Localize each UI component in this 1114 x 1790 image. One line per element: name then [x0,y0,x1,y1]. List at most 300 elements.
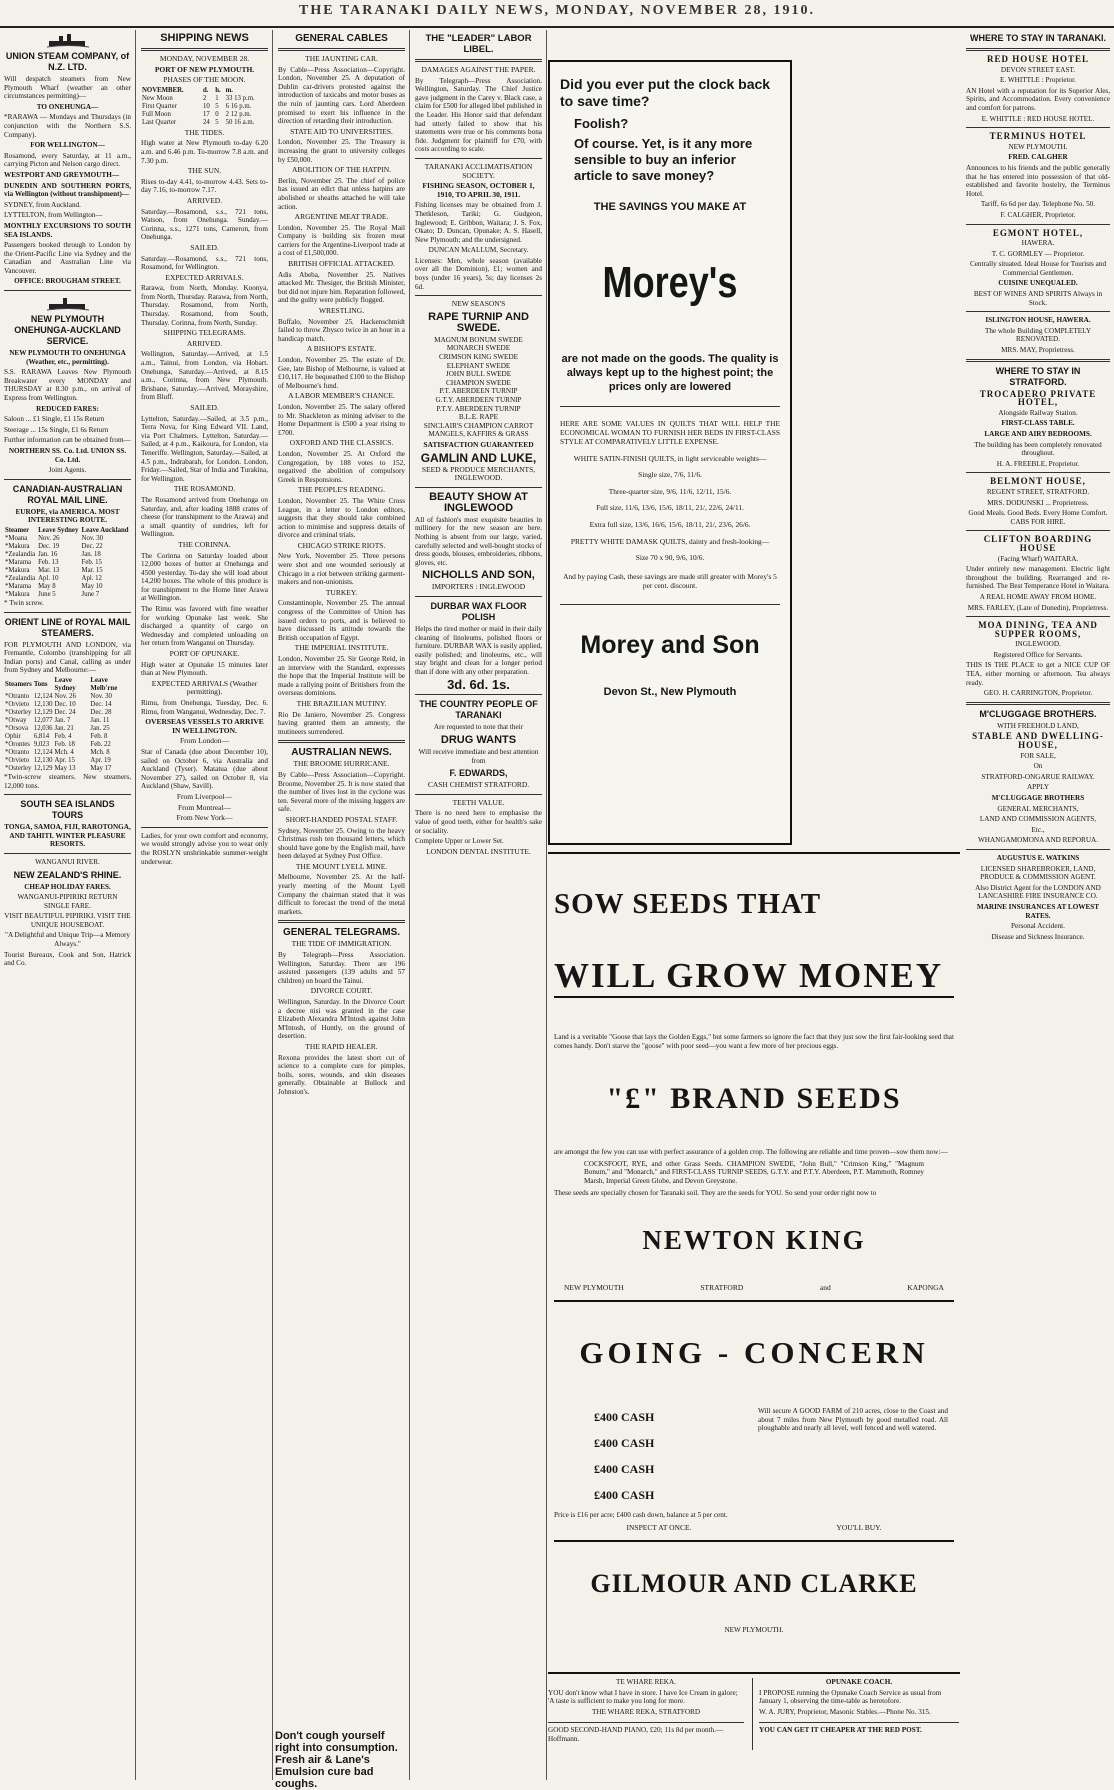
beauty-text: All of fashion's most exquisite beauties in millinery for the new season are here. Nothing is absent from our large, varied, carefully selected and well-bought stocks of dress goods, blouses, embroideries, ribbons, gloves, etc. [415,515,542,567]
masthead: THE TARANAKI DAILY NEWS, MONDAY, NOVEMBER 28, 1910. [0,0,1114,28]
moon-row [141,103,268,111]
hatpin-text: Berlin, November 25. The chief of police has issued an edict that unless hatpins are abolished or sheaths attached he will take action. [278,176,405,211]
fishing-text: Fishing licenses may be obtained from J. Thetkleson, Tariki; G. Gudgeon, Inglewood; E. Gribbon, Waitara; J. S. Fox, Okato; D. Duncan, Opunake; A. S. Hasell, New Plymouth; and the undersigned. [415,201,542,244]
cash-list [554,1404,744,1508]
orient-ship-row [4,709,131,717]
oxford-text: London, November 25. At Oxford the Congregation, by 188 votes to 152, negatived the abolition of compulsory Greek in Responsions. [278,449,405,484]
column-general-cables [274,30,410,1780]
morey-advert [548,60,792,845]
shorthand-text: Sydney, November 25. Owing to the heavy Christmas rush ten thousand letters, which should have gone by the English mail, have been delayed at Sydney Post Office. [278,826,405,861]
oxford-heading: OXFORD AND THE CLASSICS. [289,438,394,448]
morey-full: Full size, 11/6, 13/6, 15/6, 18/11, 21/, 22/6, 24/11. [596,503,744,513]
coach-text: I PROPOSE running the Opunake Coach Service as usual from January 1, observing the time-table as heretofore. [759,1688,942,1706]
table-header-cell: Tons [33,680,48,688]
chicago-heading: CHICAGO STRIKE RIOTS. [297,540,386,550]
egmont-title: EGMONT HOTEL, [992,227,1084,238]
mccluggage-title: M'CLUGGAGE BROTHERS. [979,708,1097,719]
table-cell: 50 16 a.m. [225,118,255,126]
corinna-heading: THE CORINNA. [178,539,231,549]
durbar-price: 3d. 6d. 1s. [447,677,510,693]
newton-king: NEWTON KING [642,1225,866,1256]
trocadero-title: TROCADERO PRIVATE HOTEL, [979,388,1097,408]
saloon-fare: Saloon ... £1 Single, £1 15s Return [4,415,105,424]
canadian-ship-row [4,559,131,567]
np-service-title: NEW PLYMOUTH ONEHUNGA-AUCKLAND SERVICE. [14,314,121,347]
hatpin-heading: ABOLITION OF THE HATPIN. [291,165,392,175]
gamlin-name: GAMLIN AND LUKE, [420,450,537,465]
buy-text: YOU'LL BUY. [836,1522,882,1532]
morey-savings: THE SAVINGS YOU MAKE AT [593,201,747,213]
marine-text: MARINE INSURANCES AT LOWEST RATES. [976,902,1100,920]
table-header-cell: Leave Melb'rne [90,676,118,692]
terminus-sub: NEW PLYMOUTH. [1008,142,1068,151]
expected-text: Rarawa, from North, Monday. Koonya, from North, Thursday. Rarawa, from North, Thursday. Rosamond, from North, Thursday. Rosamond, from South, Thursday. Corinna, from North, Sunday. [141,284,268,327]
wrestling-text: Buffalo, November 25. Hackenschmidt failed to throw Zbysco twice in an hour in a handicap match. [278,317,405,343]
cash-line: £400 CASH [594,1488,655,1503]
imperial-text: London, November 25. Sir George Reid, in an interview with the Standard, expresses the hope that the Imperial Institute will be made a rallying point of Britishers from the overseas dominions. [278,655,405,698]
jury-sign: W. A. JURY, Proprietor, Masonic Stables.—Phone No. 315. [759,1707,931,1716]
op-expected-heading: EXPECTED ARRIVALS (Weather permitting). [151,678,258,697]
nk-town: and [819,1283,831,1293]
watkins-sub: LICENSED SHAREBROKER, LAND, PRODUCE & COMMISSION AGENT. [980,864,1096,882]
damages-heading: DAMAGES AGAINST THE PAPER. [421,65,536,74]
fishing-heading: FISHING SEASON, OCTOBER 1, 1910, TO APRIL 30, 1911. [422,181,535,199]
clifton-title: CLIFTON BOARDING HOUSE [983,534,1093,553]
table-cell: *Orontes [5,740,30,748]
table-cell: 0 [215,110,219,118]
table-header-cell: Leave Sydney [54,676,76,692]
op-expected-text: Rimu, from Onehunga, Tuesday, Dec. 6. Rimu, from Wanganui, Wednesday, Dec. 7. [141,699,268,716]
table-cell: Last Quarter [142,118,177,126]
railway-text: STRATFORD-ONGARUE RAILWAY. [981,772,1095,781]
lyell-text: Melbourne, November 25. At the half-yearly meeting of the Mount Lyell Company the chairman stated that it was difficult to forecast the trend of the metal markets. [278,873,405,916]
steerage-fare: Steerage ... 15s Single, £1 6s Return [4,425,109,434]
table-cell: 6,814 [33,732,50,740]
table-header-cell: h. [215,86,221,94]
mcallum-sign: DUNCAN McALLUM, Secretary. [428,246,529,255]
from-liverpool: From Liverpool— [176,791,233,801]
bishop-heading: A BISHOP'S ESTATE. [306,344,377,354]
troc-bedrooms: LARGE AND AIRY BEDROOMS. [984,430,1092,438]
table-cell: Mch. 4 [54,748,74,756]
cheap-fares: CHEAP HOLIDAY FARES. [24,882,111,891]
divorce-heading: DIVORCE COURT. [310,986,373,996]
table-cell: June 5 [38,590,56,598]
seed-variety: CRIMSON KING SWEDE [438,353,519,362]
table-cell: *Osterley [5,764,32,772]
cheaper-ad: YOU CAN GET IT CHEAPER AT THE RED POST. [759,1722,959,1735]
table-cell: May 13 [54,764,76,772]
table-cell: New Moon [142,94,173,102]
table-cell: Ophir [5,732,21,740]
aus-news-head: AUSTRALIAN NEWS. [291,747,392,759]
calgher-sign: F. CALGHER, Proprietor. [1000,210,1076,219]
nicholls-name: NICHOLLS AND SON, [422,569,535,582]
table-cell: First Quarter [142,102,177,110]
moa-text: THIS IS THE PLACE to get a NICE CUP OF TEA, either morning or afternoon. Tea always ready. [966,661,1110,687]
dunedin-heading: DUNEDIN AND SOUTHERN PORTS, via Wellington (without transhipment)— [4,181,131,199]
whittle-prop: E. WHITTLE : Proprietor. [1000,76,1076,85]
sailed-text: Saturday.—Rosamond, s.s., 721 tons, Rosamond, for Wellington. [141,254,268,272]
state-aid-heading: STATE AID TO UNIVERSITIES. [290,126,393,136]
rosamond-heading: THE ROSAMOND. [173,484,236,494]
may-prop: MRS. MAY, Proprietress. [1001,346,1075,355]
seed-variety: P.T. ABERDEEN TURNIP [439,387,518,396]
northern-agents: NORTHERN SS. Co. Ltd. UNION SS. Co. Ltd. [8,447,127,464]
cuisine-text: CUISINE UNEQUALED. [998,279,1078,288]
orient-ship-row [4,725,131,733]
table-cell: Dec. 28 [90,708,112,716]
whare-sign: THE WHARE REKA, STRATFORD [591,1707,701,1716]
table-cell: 12,129 [33,764,53,772]
table-cell: Nov. 30 [90,692,112,700]
table-cell: *Otranto [5,692,30,700]
table-cell: Nov. 26 [38,534,60,542]
table-cell: *Marama [5,558,32,566]
expected-heading: EXPECTED ARRIVALS. [165,272,244,282]
personal-text: Personal Accident. [1011,922,1065,931]
steamship-icon [45,32,91,48]
cash-line: £400 CASH [594,1436,655,1451]
moa-town: INGLEWOOD. [1015,640,1061,649]
south-sea-title: SOUTH SEA ISLANDS TOURS [20,799,115,821]
edwards-name: F. EDWARDS, [449,768,508,779]
canadian-ship-row [4,583,131,591]
table-header-cell: Leave Auckland [81,526,129,534]
piano-ad: GOOD SECOND-HAND PIANO, £20; 11s 8d per month.—Hoffmann. [548,1722,744,1743]
nk-town: NEW PLYMOUTH [564,1283,624,1293]
brand-seeds: "£" BRAND SEEDS [606,1082,902,1116]
sow-text-2: are amongst the few you can use with perfect assurance of a golden crop. The following are reliable and time proven—sow them now:— [554,1148,948,1157]
column-shipping-ads [0,30,136,1780]
twin-screw-note: * Twin screw. [4,598,44,607]
column-where-to-stay [962,30,1114,1780]
canadian-table [4,527,131,599]
troc-table: FIRST-CLASS TABLE. [1001,419,1075,428]
table-cell: Feb. 13 [38,558,59,566]
teeth-heading: TEETH VALUE. [452,797,505,807]
new-season: NEW SEASON'S [451,299,506,309]
orient-title: ORIENT LINE of ROYAL MAIL STEAMERS. [4,616,131,638]
reduced-fares: REDUCED FARES: [36,404,99,413]
gen-tel-head: GENERAL TELEGRAMS. [282,927,401,939]
table-cell: 12,124 [33,692,53,700]
on-text: On [1033,762,1043,771]
table-cell: 12,129 [33,708,53,716]
table-cell: 24 [202,118,210,126]
seed-varieties [415,336,542,439]
cough-advert: Don't cough yourself right into consumption. Fresh air & Lane's Emulsion cure bad coughs. [275,1730,398,1790]
disease-text: Disease and Sickness Insurance. [991,932,1085,941]
etc-text: Etc., [1031,825,1045,834]
belmont-text: Good Meals. Good Beds. Every Home Comfort. CABS FOR HIRE. [968,509,1108,526]
labour-text: London, November 25. The salary offered to Mr. Shackleton as mining adviser to the Home Department is £500 a year rising to £700. [278,402,405,437]
divorce-text: Wellington, Saturday. In the Divorce Court a decree nisi was granted in the case Elizabeth Alexandra M'Intosh against John M'Intosh, of Huntly, on the ground of desertion. [278,998,405,1041]
column-leader-libel [411,30,547,1780]
pipiriki-fare: WANGANUI-PIPIRIKI RETURN SINGLE FARE. [17,893,118,910]
table-header-cell: Steamers [5,680,32,688]
sun-text: Rises to-day 4.41, to-morrow 4.43. Sets to-day 7.16, to-morrow 7.17. [141,177,268,195]
state-aid-text: London, November 25. The Treasury is increasing the grant to university colleges by £50,000. [278,138,405,164]
morey-q3: Of course. Yet, is it any more sensible to buy an inferior article to save money? [574,136,753,183]
table-cell: Nov. 30 [81,534,104,542]
sale-text: FOR SALE, [1020,751,1056,760]
steamship-icon [45,295,91,311]
whare-heading: TE WHARE REKA. [616,1678,676,1686]
table-cell: Feb. 15 [81,558,102,566]
seed-variety: CHAMPION SWEDE [446,378,511,387]
table-cell: 1 [215,94,219,102]
column-shipping-news [137,30,273,1780]
lyell-heading: THE MOUNT LYELL MINE. [295,861,388,871]
durbar-text: Helps the tired mother or maid in their daily cleaning of linoleums, polished floors or furniture. DURBAR WAX is easily applied, easily polished; and linoleums, etc., will stay bright and clean for a longer period than if done with any other preparation. [415,624,542,676]
tel-arrived-text: Wellington, Saturday.—Arrived, at 1.5 a.m., Tainui, from London, via Hobart. Onehunga, Saturday.—Arrived, at 8.15 a.m., Corinna, from New Plymouth. Brisbane, Saturday.—Arrived, Morayshire, from Bluff. [141,350,268,402]
orient-ship-row [4,749,131,757]
table-cell: *Otway [5,716,27,724]
joint-agents: Joint Agents. [48,466,87,475]
belmont-title: BELMONT HOUSE, [990,476,1086,487]
lyttelton-text: LYTTELTON, from Wellington— [4,211,103,220]
canadian-ship-row [4,575,131,583]
table-cell: 5 [215,102,219,110]
arrived-heading: ARRIVED. [186,195,223,205]
troc-text: The building has been completely renovated throughout. [974,440,1102,458]
seed-variety: ELEPHANT SWEDE [446,361,511,370]
tides-heading: THE TIDES. [184,127,225,137]
seed-variety: B.L.E. RAPE [458,413,499,422]
wrestling-heading: WRESTLING. [318,306,365,316]
satisfaction: SATISFACTION GUARANTEED [423,439,534,449]
table-cell: *Makura [5,566,30,574]
seed-variety: P.T.Y. ABERDEEN TURNIP [436,404,521,413]
table-cell: Apl. 10 [38,574,59,582]
morey-damask: PRETTY WHITE DAMASK QUILTS, dainty and fresh-looking— [570,536,770,546]
going-concern: GOING - CONCERN [579,1335,929,1371]
teeth-set: Complete Upper or Lower Set. [415,837,504,846]
table-cell: Feb. 4 [54,732,72,740]
canadian-ship-row [4,591,131,599]
morey-claim: are not made on the goods. The quality is always kept up to the highest point; the prices only are lowered [561,353,779,393]
orient-table [4,677,131,773]
orient-ship-row [4,765,131,773]
cables-head: GENERAL CABLES [295,33,388,44]
union-office: OFFICE: BROUGHAM STREET. [14,277,121,286]
morey-white: WHITE SATIN-FINISH QUILTS, in light serviceable weights— [573,454,767,463]
table-cell: *Otranto [5,748,30,756]
orient-ship-row [4,701,131,709]
arrived-text: Saturday.—Rosamond, s.s., 721 tons, Watson, from Onehunga. Sunday.—Corinna, s.s., 1271 tons, Cameron, from Onehunga. [141,207,268,242]
corinna-text: The Corinna on Saturday loaded about 12,000 boxes of butter at Onehunga and 4500 yesterday. To-day she will load about 14,200 boxes. The whole of this produce is for transhipment to the Home liner Arawa at Wellington. [141,551,268,603]
gormley-prop: T. C. GORMLEY — Proprietor. [991,249,1085,258]
morey-q2: Foolish? [574,116,629,131]
inspect-text: INSPECT AT ONCE. [626,1522,692,1532]
morey-q1: Did you ever put the clock back to save time? [560,76,771,109]
table-cell: 5 [215,118,219,126]
table-cell: Dec. 10 [54,700,76,708]
table-cell: Jan. 21 [54,724,74,732]
stable-text: STABLE AND DWELLING-HOUSE, [972,731,1104,751]
table-header-cell: Steamer [5,526,30,534]
table-cell: 2 [202,94,207,102]
drug-heading: DRUG WANTS [440,734,517,747]
cash-line: £400 CASH [594,1462,655,1477]
orient-note: *Twin-screw steamers. New steamers, 12,000 tons. [4,772,131,790]
table-cell: Apl. 12 [81,574,102,582]
sow-text-1: Land is a veritable "Goose that lays the Golden Eggs," but some farmers so ignore the fact that they just sow the first fair-looking seed that comes handy. Don't starve the "goose" with poor seed—you want a few more of her precious eggs. [554,1033,954,1050]
jaunting-heading: THE JAUNTING CAR. [305,54,378,63]
canadian-ship-row [4,567,131,575]
tel-arrived-heading: ARRIVED. [186,338,223,348]
moon-row [141,119,268,127]
canadian-ship-row [4,551,131,559]
table-cell: Dec. 14 [90,700,112,708]
excursions-heading: MONTHLY EXCURSIONS TO SOUTH SEA ISLANDS. [4,221,131,239]
table-cell: *Zealandia [5,550,36,558]
immigration-text: By Telegraph—Press Association. Wellington, Saturday. There are 196 assisted passengers (139 adults and 57 children) on board the Tainui. [278,951,405,985]
canadian-title: CANADIAN-AUSTRALIAN ROYAL MAIL LINE. [12,483,123,505]
rape-heading: RAPE TURNIP AND SWEDE. [428,310,529,334]
tourist-bureaux: Tourist Bureaux, Cook and Son, Hatrick and Co. [4,950,131,968]
gamlin-sub: SEED & PRODUCE MERCHANTS, INGLEWOOD. [421,464,536,483]
rapid-text: Rexona provides the latest short cut of science to a complete cure for pimples, boils, sores, wounds, and skin diseases generally. Obtainable at Bullock and Johnston's. [278,1053,405,1096]
turkey-heading: TURKEY. [325,587,358,597]
morey-paying: And by paying Cash, these savings are made still greater with Morey's 5 per cent. discount. [563,571,777,590]
nk-town: KAPONGA [907,1283,944,1293]
red-house-title: RED HOUSE HOTEL [986,54,1090,64]
orient-ship-row [4,733,131,741]
morey-extra: Extra full size, 13/6, 16/6, 15/6, 18/11, 21/, 23/6, 26/6. [589,519,751,529]
beauty-heading: BEAUTY SHOW AT INGLEWOOD [429,490,528,514]
rosamond-text: The Rosamond arrived from Onehunga on Saturday, and, after loading 1888 crates of cheese (for transhipment to the Arawa) and a small quantity of sundries, left for Wellington. [141,495,268,539]
from-london: From London— [180,736,229,746]
port-heading: PORT OF NEW PLYMOUTH. [154,64,255,74]
licenses-text: Licenses: Men, whole season (available over all the Dominion), £1; women and boys (under 16 years), 5s; day licenses 2s 6d. [415,256,542,291]
whango-text: WHANGAMOMONA AND REPORUA. [978,836,1098,845]
sydney-text: SYDNEY, from Auckland. [4,200,81,209]
table-cell: Full Moon [142,110,171,118]
labour-heading: A LABOR MEMBER'S CHANCE. [288,391,395,401]
rimu-text: The Rimu was favored with fine weather for working Opunake last week. She discharged a quantity of cargo on Wednesday and completed unloading on her return from Wanganui on Thursday. [141,605,268,648]
morey-quilts: HERE ARE SOME VALUES IN QUILTS THAT WILL HELP THE ECONOMICAL WOMAN TO FURNISH HER BEDS IN FIRST-CLASS STYLE AT COMPARATIVELY LITTLE EXPENSE. [560,419,780,446]
table-cell: Jan. 11 [90,716,110,724]
orient-ship-row [4,741,131,749]
orient-ship-row [4,757,131,765]
terminus-text: Announces to his friends and the public generally that he has entered into possession of that old-established and favorite hostelry, the Terminus Hotel. [966,163,1110,198]
sow-list: COCKSFOOT, RYE, and other Grass Seeds. CHAMPION SWEDE, "John Bull," "Crimson King," "Magnum Bonum," and "Monarch," and FIRST-CLASS TURNIP SEEDS, G.T.Y. and P.T.Y. Aberdeen, P.T. Mammoth, Romney Marsh, Imperial Green Globe, and Devon Greystone. [584,1159,924,1185]
shipping-news-head: SHIPPING NEWS [160,32,249,44]
wellington-heading: FOR WELLINGTON— [30,141,105,150]
rapid-heading: THE RAPID HEALER. [305,1041,378,1051]
terminus-tariff: Tariff, 6s 6d per day. Telephone No. 50. [980,200,1096,209]
drug-text: Will receive immediate and best attention from [418,748,539,765]
rarawa-text: *RARAWA — Mondays and Thursdays (in conjunction with the Northern S.S. Company). [4,113,131,139]
red-house-text: AN Hotel with a reputation for its Superior Ales, Spirits, and Accommodation. Every convenience and comfort for patrons. [966,86,1110,112]
cash-line: £400 CASH [594,1410,655,1425]
farm-price: Price is £16 per acre; £400 cash down, balance at 5 per cent. [554,1511,728,1520]
table-cell: *Marama [5,582,32,590]
broome-text: By Cable—Press Association—Copyright. Broome, November 25. It is now stated that the number of lives lost in the cyclone was ten. Several more of the missing luggers are safe. [278,770,405,814]
wines-text: BEST OF WINES AND SPIRITS Always in Stock. [973,290,1103,307]
whare-text: YOU don't know what I have in store. I have Ice Cream in galore; 'A taste is sufficient to make you long for more. [548,1688,738,1706]
table-cell: June 7 [81,590,100,598]
orient-ship-row [4,693,131,701]
where-heading: WHERE TO STAY IN TARANAKI. [969,33,1106,43]
tel-sailed-heading: SAILED. [190,403,219,412]
morey-name: Morey's [602,258,738,307]
moa-title: MOA DINING, TEA AND SUPPER ROOMS, [978,620,1098,639]
accl-heading: TARANAKI ACCLIMATISATION SOCIETY. [424,161,533,180]
table-cell: 10 [202,102,210,110]
immigration-heading: THE TIDE OF IMMIGRATION. [291,939,392,949]
table-cell: Mar. 13 [38,566,60,574]
opunake-heading: PORT OF OPUNAKE. [169,649,240,659]
table-cell: 33 13 p.m. [225,94,255,102]
table-cell: Feb. 18 [54,740,75,748]
seed-variety: G.T.Y. ABERDEEN TURNIP [435,396,522,404]
sailed-heading: SAILED. [190,242,219,252]
table-cell: 12,124 [33,748,53,756]
meat-heading: ARGENTINE MEAT TRADE. [294,212,389,222]
bishop-text: London, November 25. The estate of Dr. Gee, late Bishop of Melbourne, is valued at £10,117. He bequeathed £100 to the Bishop of Melbourne's fund. [278,356,405,390]
union-title: UNION STEAM COMPANY, of N.Z. LTD. [5,51,130,72]
broome-heading: THE BROOME HURRICANE. [293,759,390,769]
clifton-town: (Facing Wharf) WAITARA. [997,554,1079,563]
nz-rhine-title: NEW ZEALAND'S RHINE. [13,869,122,880]
table-cell: Jan. 7 [54,716,71,724]
islington-text: The whole Building COMPLETELY RENOVATED. [984,326,1092,344]
passengers-text: Passengers booked through to London by the Orient-Pacific Line via Sydney and the Canadian and Australian Line via Vancouver. [4,241,131,275]
table-cell: 12,036 [33,724,53,732]
terminus-title: TERMINUS HOTEL [989,131,1087,142]
table-cell: 12,130 [33,756,53,764]
nk-town: STRATFORD [700,1283,744,1293]
sow-title-1: SOW SEEDS THAT [554,888,822,920]
sow-text-3: These seeds are specially chosen for Taranaki soil. They are the seeds for YOU. So send your order right now to [554,1188,877,1197]
moon-heading: PHASES OF THE MOON. [163,75,246,85]
moa-registered: Registered Office for Servants. [993,650,1083,659]
red-house-sign: E. WHITTLE : RED HOUSE HOTEL. [981,114,1095,123]
coach-heading: OPUNAKE COACH. [825,1678,893,1686]
tonga-text: TONGA, SAMOA, FIJI, RAROTONGA, AND TAHITI. WINTER PLEASURE RESORTS. [4,823,131,849]
libel-head: THE "LEADER" LABOR LIBEL. [425,33,532,55]
sun-heading: THE SUN. [187,166,222,176]
inspect-row [554,1523,954,1532]
brazil-text: Rio De Janiero, November 25. Congress having granted them an amnesty, the mutineers surrendered. [278,710,405,736]
troc-sub: Alongside Railway Station. [998,408,1078,417]
agents-text: LAND AND COMMISSION AGENTS, [979,815,1097,824]
sow-title-2: WILL GROW MONEY [554,956,954,998]
gm-town: NEW PLYMOUTH. [724,1625,784,1634]
meat-text: London, November 25. The Royal Mail Company is building six frozen meat carriers for the Argentine-Liverpool trade at a cost of £1,500,000. [278,223,405,258]
home-text: A REAL HOME AWAY FROM HOME. [979,592,1097,601]
durbar-heading: DURBAR WAX FLOOR POLISH [430,600,527,622]
visit-pipiriki: VISIT BEAUTIFUL PIPIRIKI. VISIT THE UNIQUE HOUSEBOAT. [4,912,131,929]
farm-text: Will secure A GOOD FARM of 210 acres, close to the Coast and about 7 miles from New Plymouth by good metalled road. All ploughable and nearly all level, well fenced and well watered. [758,1407,948,1433]
calgher-name: FRED. CALGHER [1008,153,1068,162]
news-date: MONDAY, NOVEMBER 28. [159,54,250,63]
seed-variety: MAGNUM BONUM SWEDE [434,335,523,344]
table-cell: *Osterley [5,708,32,716]
moon-row [141,111,268,119]
ladies-ad: Ladies, for your own comfort and economy, we would strongly advise you to wear only the ROSLYN unshrinkable summer-weight underwear. [141,831,268,866]
union-intro: Will despatch steamers from New Plymouth Wharf (weather an other circumstances permitting)— [4,75,131,101]
dental-institute: LONDON DENTAL INSTITUTE. [426,846,531,856]
seed-variety: MANGELS, KAFFIRS & GRASS [428,430,529,439]
table-cell: Jan. 18 [81,550,101,558]
morey-son: Morey and Son [580,630,760,659]
chicago-text: New York, November 25. Three persons were shot and one wounded seriously at Chicago in a riot between striking garment-makers and non-unionists. [278,552,405,587]
from-london-text: Star of Canada (due about December 10), sailed on October 6, via Australia and Auckland (Tyser). Matatua (due about November 27), sailed on October 8, via Auckland (Shaw, Savill). [141,747,268,791]
